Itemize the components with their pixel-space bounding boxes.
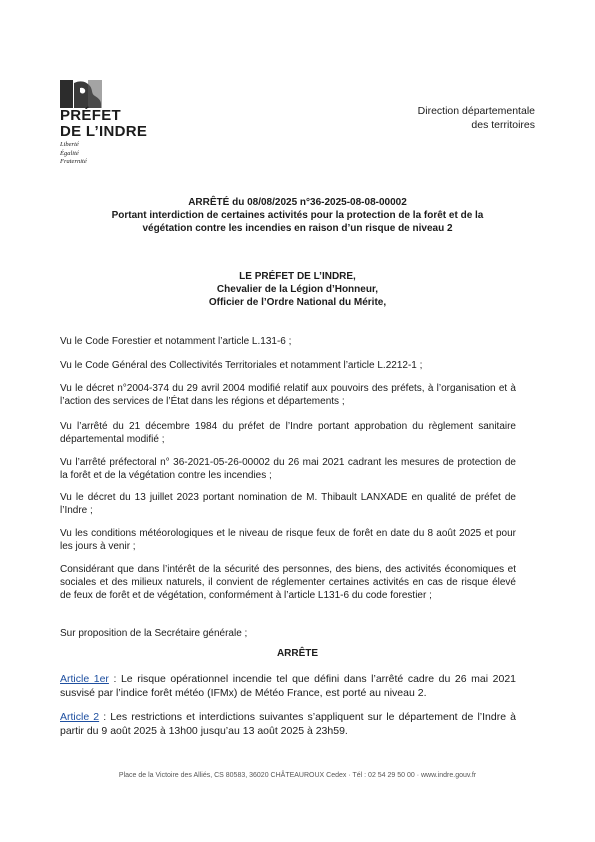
direction-line-2: des territoires — [471, 119, 535, 131]
article-1-label: Article 1er — [60, 673, 109, 685]
direction-line-1: Direction départementale — [417, 105, 535, 117]
arrete-subtitle-line-1: Portant interdiction de certaines activités pour la protection de la forêt et de la — [111, 210, 484, 221]
recital-4: Vu l’arrêté du 21 décembre 1984 du préfet de l’Indre portant approbation du règlement sanitaire départemental modifié ; — [60, 421, 516, 445]
decision-heading: ARRÊTE — [276, 648, 319, 659]
issuing-direction — [335, 104, 535, 132]
prefect-name-line-1: PRÉFET — [60, 107, 121, 124]
arrete-title: ARRÊTÉ du 08/08/2025 n°36-2025-08-08-00002 — [188, 197, 407, 208]
article-1-text: : Le risque opérationnel incendie tel que défini dans l’arrêté cadre du 26 mai 2021 susvisé par l’indice forêt météo (IFMx) de Météo France, est porté au niveau 2. — [60, 673, 517, 699]
recital-1: Vu le Code Forestier et notamment l’article L.131-6 ; — [60, 336, 292, 347]
prefect-name-line-2: DE L’INDRE — [60, 123, 148, 140]
article-1 — [60, 672, 516, 700]
prefect-name — [60, 108, 147, 140]
marianne-emblem-icon — [60, 80, 102, 108]
motto-line-1: Liberté — [60, 141, 79, 148]
motto-line-2: Égalité — [60, 149, 79, 157]
prefect-title-1: LE PRÉFET DE L’INDRE, — [239, 271, 356, 282]
prefect-titles — [60, 270, 535, 309]
recital-7: Vu les conditions météorologiques et le niveau de risque feux de forêt en date du 8 août 2025 et pour les jours à venir ; — [60, 528, 516, 552]
recital-8: Considérant que dans l’intérêt de la sécurité des personnes, des biens, des activités économiques et sociales et des milieux naturels, il convient de réglementer certaines activités en cas de risque élevé de feux de forêt et de végétation, conformément à l’article L131-6 du code forestier ; — [60, 564, 516, 601]
republic-motto — [60, 141, 87, 167]
recital-3: Vu le décret n°2004-374 du 29 avril 2004 modifié relatif aux pouvoirs des préfets, à l’organisation et à l’action des services de l’État dans les régions et départements ; — [60, 383, 516, 407]
recital-5: Vu l’arrêté préfectoral n° 36-2021-05-26-00002 du 26 mai 2021 cadrant les mesures de protection de la forêt et de la végétation contre les incendies ; — [60, 457, 516, 481]
article-2 — [60, 710, 516, 738]
arrete-header — [60, 196, 535, 235]
prefect-title-2: Chevalier de la Légion d’Honneur, — [216, 284, 379, 295]
recital-9: Sur proposition de la Secrétaire générale ; — [60, 628, 248, 639]
motto-line-3: Fraternité — [60, 158, 87, 165]
recital-6: Vu le décret du 13 juillet 2023 portant nomination de M. Thibault LANXADE en qualité de préfet de l’Indre ; — [60, 492, 516, 516]
article-2-text: : Les restrictions et interdictions suivantes s’appliquent sur le département de l’Indre à partir du 9 août 2025 à 13h00 jusqu’au 13 août 2025 à 23h59. — [60, 711, 516, 737]
article-2-label: Article 2 — [60, 711, 100, 723]
arrete-subtitle-line-2: végétation contre les incendies en raison d’un risque de niveau 2 — [142, 223, 453, 234]
recital-2: Vu le Code Général des Collectivités Territoriales et notamment l’article L.2212-1 ; — [60, 360, 423, 371]
prefect-title-3: Officier de l’Ordre National du Mérite, — [208, 297, 387, 308]
page-footer: Place de la Victoire des Alliés, CS 80583, 36020 CHÂTEAUROUX Cedex · Tél : 02 54 29 50 00 · www.indre.gouv.fr — [118, 772, 477, 779]
